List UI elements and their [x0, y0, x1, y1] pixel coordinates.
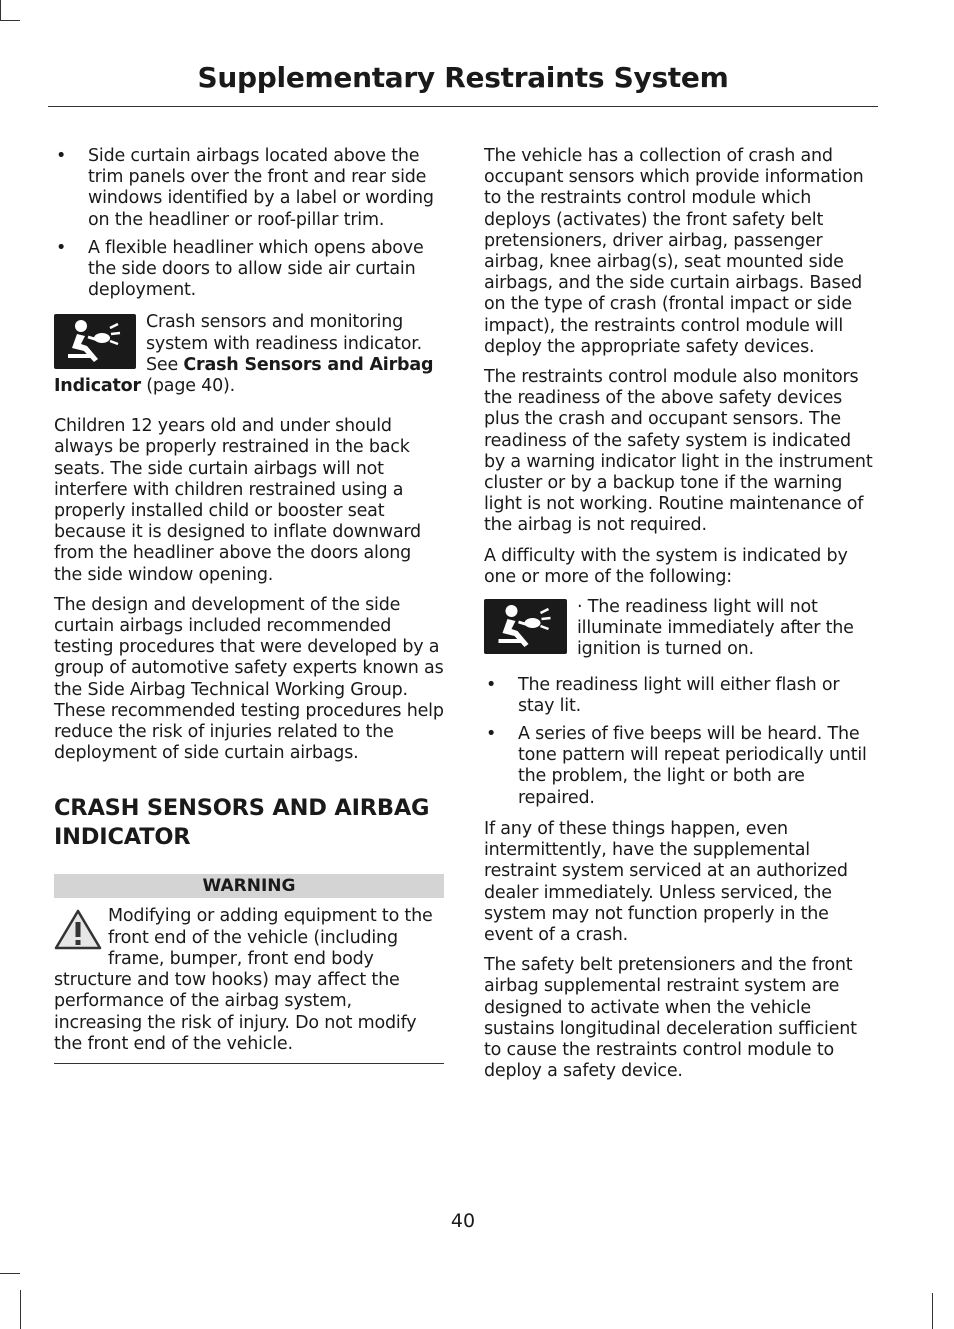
right-column [484, 146, 874, 1091]
page-title: Supplementary Restraints System [197, 61, 729, 94]
paragraph: If any of these things happen, even intermittently, have the supplemental restraint system serviced at an authorized dealer immediately. Unless serviced, the system may not function properly in the event of a crash. [484, 818, 848, 945]
icon-note-page-ref: (page 40). [140, 376, 236, 397]
page-number: 40 [450, 1210, 476, 1232]
list-item-text: The readiness light will either flash or stay lit. [518, 674, 840, 716]
warning-triangle-icon [54, 908, 102, 950]
paragraph: The safety belt pretensioners and the front airbag supplemental restraint system are designed to activate when the vehicle sustains longitudinal deceleration sufficient to cause the restraints control module to deploy a safety device. [484, 955, 857, 1082]
list-item [54, 146, 444, 231]
icon-note [484, 597, 874, 661]
list-item-text: Side curtain airbags located above the trim panels over the front and rear side windows identified by a label or wording on the headliner or roof-pillar trim. [88, 146, 434, 230]
icon-note-text: · The readiness light will not illuminate immediately after the ignition is turned on. [577, 597, 854, 660]
paragraph: Children 12 years old and under should always be properly restrained in the back seats. The side curtain airbags will not interfere with children restrained using a properly installed child or booster seat because it is designed to inflate downward from the headliner above the doors along the side window opening. [54, 416, 421, 585]
icon-note [54, 312, 444, 397]
paragraph: The design and development of the side curtain airbags included recommended testing procedures that were developed by a group of automotive safety experts known as the Side Airbag Technical Working Group. These recommended testing procedures help reduce the risk of injuries related to the deployment of side curtain airbags. [54, 594, 444, 764]
bullet-dot: • [56, 237, 67, 258]
bullet-dot: • [486, 724, 497, 745]
warning-divider [54, 1063, 444, 1064]
left-column [54, 146, 444, 1064]
paragraph: The restraints control module also monitors the readiness of the above safety devices plus the crash and occupant sensors. The readiness of the safety system is indicated by a warning indicator light in the instrument cluster or by a backup tone if the warning light is not working. Routine maintenance of the airbag is not required. [484, 367, 873, 536]
warning-text: Modifying or adding equipment to the front end of the vehicle (including frame, bumper, front end body structure and tow hooks) may affect the performance of the airbag system, increasing the risk of injury. Do not modify the front end of the vehicle. [54, 906, 433, 1054]
bullet-dot: • [486, 674, 497, 695]
list-item [484, 675, 874, 717]
warning-label: WARNING [54, 874, 444, 898]
list-item [54, 238, 444, 302]
crop-mark [0, 20, 20, 21]
icon-note-text: Crash sensors and monitoring system with readiness indicator. See [146, 312, 423, 375]
warning-body [54, 906, 444, 1054]
section-heading: CRASH SENSORS AND AIRBAG INDICATOR [54, 795, 430, 851]
header-divider [48, 106, 878, 107]
list-item-text: A flexible headliner which opens above the side doors to allow side air curtain deployment. [88, 237, 424, 301]
list-item-text: A series of five beeps will be heard. The tone pattern will repeat periodically until the problem, the light or both are repaired. [518, 724, 867, 808]
airbag-occupant-icon [484, 599, 567, 654]
paragraph: The vehicle has a collection of crash and occupant sensors which provide information to the restraints control module which deploys (activates) the front safety belt pretensioners, driver airbag, passenger airbag, knee airbag(s), seat mounted side airbags, and the side curtain airbags. Based on the type of crash (frontal impact or side impact), the restraints control module will deploy the appropriate safety devices. [484, 146, 864, 357]
crop-mark [932, 1293, 933, 1329]
bullet-dot: • [56, 146, 67, 166]
cross-reference-link[interactable]: Crash Sensors and Airbag Indicator [54, 354, 434, 397]
list-item [484, 724, 874, 809]
paragraph: A difficulty with the system is indicated by one or more of the following: [484, 545, 848, 587]
crop-mark [0, 1273, 20, 1274]
airbag-occupant-icon [54, 314, 136, 369]
crop-mark [20, 1290, 21, 1329]
crop-mark [0, 0, 1, 20]
